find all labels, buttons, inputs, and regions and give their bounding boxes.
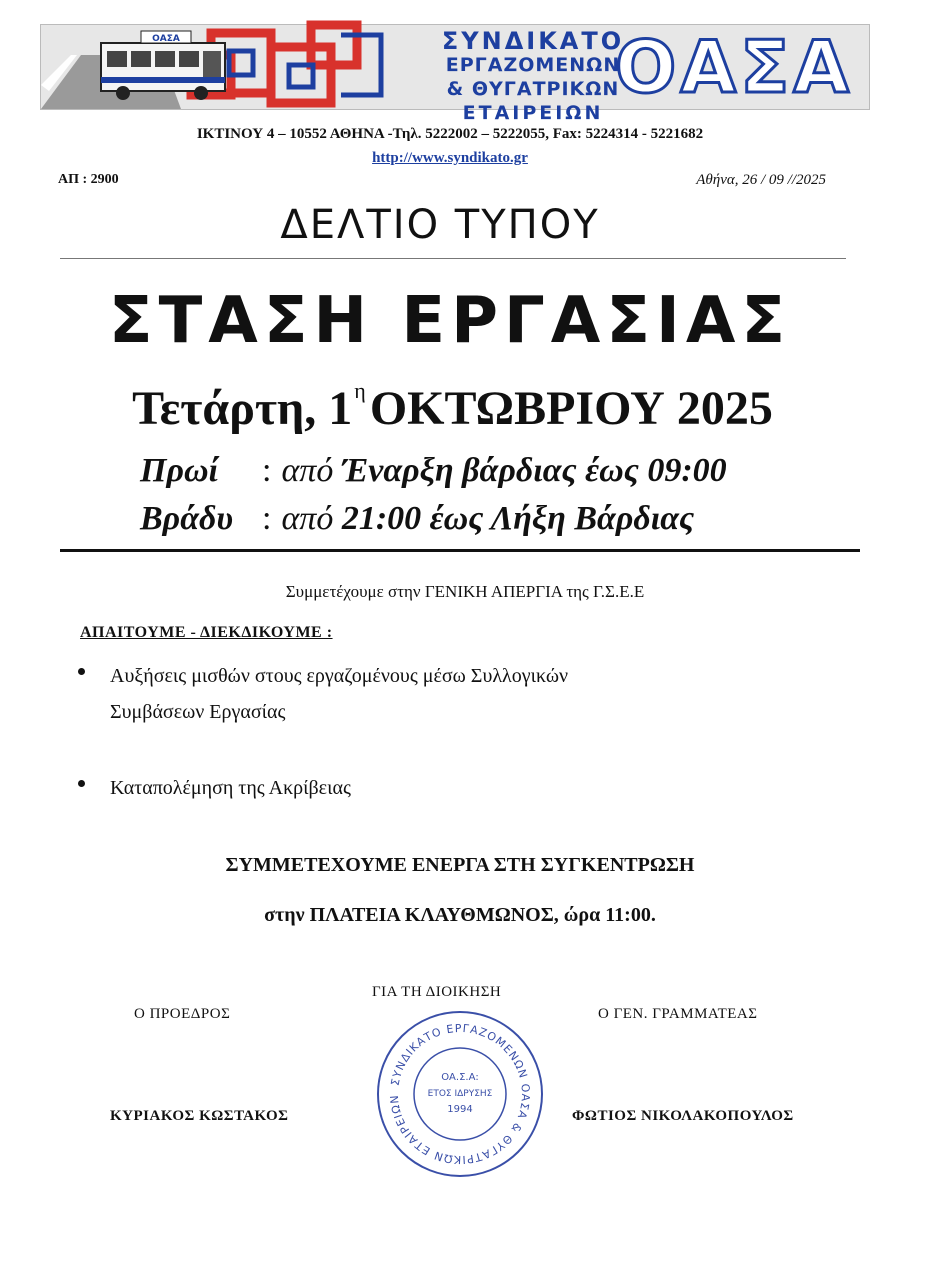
contact-address: ΙΚΤΙΝΟΥ 4 – 10552 ΑΘΗΝΑ -Τηλ. 5222002 – 5222055, Fax: 5224314 - 5221682 [196,126,704,142]
letterhead-banner [40,24,870,124]
schedule-morning-from: από [281,452,334,489]
bus-sign-text: ΟΑΣΑ [152,34,180,44]
stamp-center-line1: ΟΑ.Σ.Α: [441,1072,479,1083]
union-name-line2: ΕΡΓΑΖΟΜΕΝΩΝ [445,54,621,76]
strike-date-suffix: ΟΚΤΩΒΡΙΟΥ 2025 [369,382,773,435]
page-title: ΔΕΛΤΙΟ ΤΥΠΟΥ [280,202,600,248]
union-name-line1: ΣΥΝΔΙΚΑΤΟ [441,27,625,55]
secretary-title: Ο ΓΕΝ. ΓΡΑΜΜΑΤΕΑΣ [598,1006,758,1022]
schedule-morning-label: Πρωί [140,452,218,489]
strike-date-prefix: Τετάρτη, 1 [132,382,353,435]
union-name-line4: ΕΤΑΙΡΕΙΩΝ [462,102,604,124]
schedule-evening-label: Βράδυ [140,500,234,537]
title-divider [60,258,846,259]
section-divider [60,549,860,552]
stamp-center-line2: ΕΤΟΣ ΙΔΡΥΣΗΣ [427,1089,493,1099]
demands-heading: ΑΠΑΙΤΟΥΜΕ - ΔΙΕΚΔΙΚΟΥΜΕ : [80,624,333,641]
demand-1-line2: Συμβάσεων Εργασίας [110,701,286,723]
headline: ΣΤΑΣΗ ΕΡΓΑΣΙΑΣ [108,284,792,358]
strike-date-ordinal: η [354,378,366,403]
strike-date [0,378,905,436]
document-date: Αθήνα, 26 / 09 //2025 [696,172,826,188]
website-link[interactable]: http://www.syndikato.gr [372,150,528,166]
oasa-logo-text: ΟΑΣΑ [615,25,853,109]
bullet-icon [78,668,85,675]
rally-line-2: στην ΠΛΑΤΕΙΑ ΚΛΑΥΘΜΩΝΟΣ, ώρα 11:00. [264,904,656,926]
protocol-number: ΑΠ : 2900 [58,172,119,187]
stamp-center-line3: 1994 [447,1104,473,1115]
schedule-evening-text: 21:00 έως Λήξη Βάρδιας [341,500,695,537]
demand-2-line1: Καταπολέμηση της Ακρίβειας [110,777,351,799]
union-name-line3: & ΘΥΓΑΤΡΙΚΩΝ [446,78,620,100]
president-title: Ο ΠΡΟΕΔΡΟΣ [134,1006,231,1022]
schedule-evening [140,500,694,538]
union-stamp-icon [374,1008,546,1180]
president-name: ΚΥΡΙΑΚΟΣ ΚΩΣΤΑΚΟΣ [110,1108,289,1124]
schedule-evening-from: από [281,500,334,537]
schedule-morning-colon: : [262,452,272,489]
website-row [0,150,900,167]
schedule-morning-text: Έναρξη βάρδιας έως 09:00 [341,452,727,489]
schedule-evening-colon: : [262,500,272,537]
bus-logo-icon [41,25,401,109]
administration-label: ΓΙΑ ΤΗ ΔΙΟΙΚΗΣΗ [372,984,502,1000]
schedule-morning [140,452,727,490]
participation-note: Συμμετέχουμε στην ΓΕΝΙΚΗ ΑΠΕΡΓΙΑ της Γ.Σ.Ε.Ε [285,582,645,601]
rally-line-1: ΣΥΜΜΕΤΕΧΟΥΜΕ ΕΝΕΡΓΑ ΣΤΗ ΣΥΓΚΕΝΤΡΩΣΗ [225,854,695,876]
secretary-name: ΦΩΤΙΟΣ ΝΙΚΟΛΑΚΟΠΟΥΛΟΣ [572,1108,794,1124]
demand-1-line1: Αυξήσεις μισθών στους εργαζομένους μέσω Συλλογικών [110,665,569,687]
stamp-ring-text: ΣΥΝΔΙΚΑΤΟ ΕΡΓΑΖΟΜΕΝΩΝ ΟΑΣΑ & ΘΥΓΑΤΡΙΚΩΝ ΕΤΑΙΡΕΙΩΝ [387,1021,533,1167]
bullet-icon [78,780,85,787]
